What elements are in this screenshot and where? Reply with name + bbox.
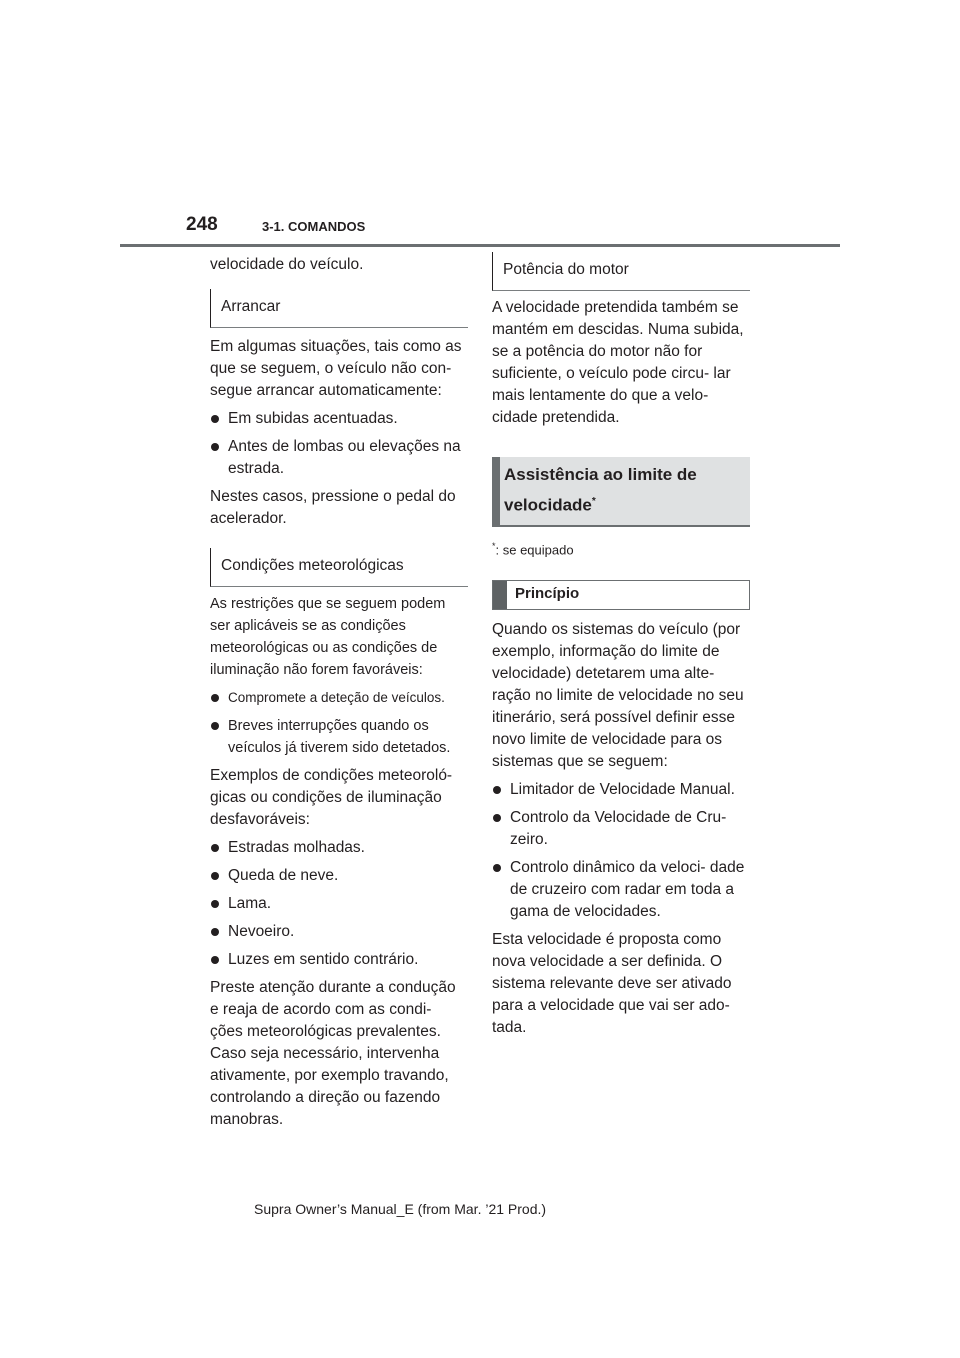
bullet-icon xyxy=(493,814,501,822)
subheading-arrancar: Arrancar xyxy=(210,289,468,328)
paragraph-exemplos: Exemplos de condições meteoroló- gicas ou condições de iluminação desfavoráveis: xyxy=(210,767,453,828)
subheading-potencia: Potência do motor xyxy=(492,252,750,291)
bullet-icon xyxy=(211,872,219,880)
list-item: Controlo dinâmico da veloci- dade de cruzeiro com radar em toda a gama de velocidades. xyxy=(492,857,750,923)
heading-asterisk: * xyxy=(591,496,596,507)
bullet-icon xyxy=(211,844,219,852)
list-item: Nevoeiro. xyxy=(210,921,468,943)
list-item: Breves interrupções quando os veículos já tiverem sido detetados. xyxy=(210,715,468,759)
bullet-icon xyxy=(211,443,219,451)
section-heading xyxy=(492,457,750,527)
footer-text: Supra Owner’s Manual_E (from Mar. ’21 Prod.) xyxy=(254,1201,547,1217)
left-column xyxy=(210,252,468,1131)
section-title: 3-1. COMANDOS xyxy=(262,219,366,234)
list-item: Estradas molhadas. xyxy=(210,837,468,859)
footnote: *: se equipado xyxy=(492,540,574,557)
paragraph-arrancar: Em algumas situações, tais como as que se seguem, o veículo não con- segue arrancar automaticamente: xyxy=(210,338,462,399)
list-item: Compromete a deteção de veículos. xyxy=(210,687,468,709)
subheading-condicoes: Condições meteorológicas xyxy=(210,548,468,587)
bullet-icon xyxy=(211,722,219,730)
bullet-icon xyxy=(493,864,501,872)
list-item: Luzes em sentido contrário. xyxy=(210,949,468,971)
paragraph-atencao: Preste atenção durante a condução e reaja de acordo com as condi- ções meteorológicas prevalentes. Caso seja necessário, intervenha ativamente, por exemplo travando, controlando a direção ou fazendo manobras. xyxy=(210,979,456,1128)
bullet-icon xyxy=(211,415,219,423)
subheading-principio: Princípio xyxy=(492,580,750,610)
heading-bar xyxy=(492,457,500,525)
paragraph-acelerador: Nestes casos, pressione o pedal do acelerador. xyxy=(210,488,456,527)
paragraph-potencia: A velocidade pretendida também se mantém em descidas. Numa subida, se a potência do motor não for suficiente, o veículo pode circu- lar mais lentamente do que a velo- cidade pretendida. xyxy=(492,299,744,426)
paragraph-proposta: Esta velocidade é proposta como nova velocidade a ser definida. O sistema relevante deve ser ativado para a velocidade que vai ser ado- tada. xyxy=(492,930,732,1036)
list-item: Lama. xyxy=(210,893,468,915)
heading-text: Assistência ao limite de velocidade xyxy=(504,465,697,515)
intro-text: velocidade do veículo. xyxy=(210,256,364,273)
bullet-icon xyxy=(211,956,219,964)
list-item: Controlo da Velocidade de Cru- zeiro. xyxy=(492,807,750,851)
paragraph-restricoes: As restrições que se seguem podem ser aplicáveis se as condições meteorológicas ou as condições de iluminação não forem favoráveis: xyxy=(210,596,446,678)
page-number: 248 xyxy=(186,214,218,235)
bullet-icon xyxy=(211,928,219,936)
header-rule xyxy=(120,244,840,247)
bullet-icon xyxy=(211,900,219,908)
principle-block xyxy=(493,581,507,609)
list-item: Limitador de Velocidade Manual. xyxy=(492,779,750,801)
bullet-icon xyxy=(493,786,501,794)
list-item: Queda de neve. xyxy=(210,865,468,887)
list-item: Em subidas acentuadas. xyxy=(210,408,468,430)
paragraph-principio: Quando os sistemas do veículo (por exemplo, informação do limite de velocidade) detetarem uma alte- ração no limite de velocidade no seu itinerário, será possível definir esse novo limite de velocidade para os sistemas que se seguem: xyxy=(492,620,744,770)
right-column xyxy=(492,252,750,1039)
list-item: Antes de lombas ou elevações na estrada. xyxy=(210,436,468,480)
bullet-icon xyxy=(211,694,219,702)
